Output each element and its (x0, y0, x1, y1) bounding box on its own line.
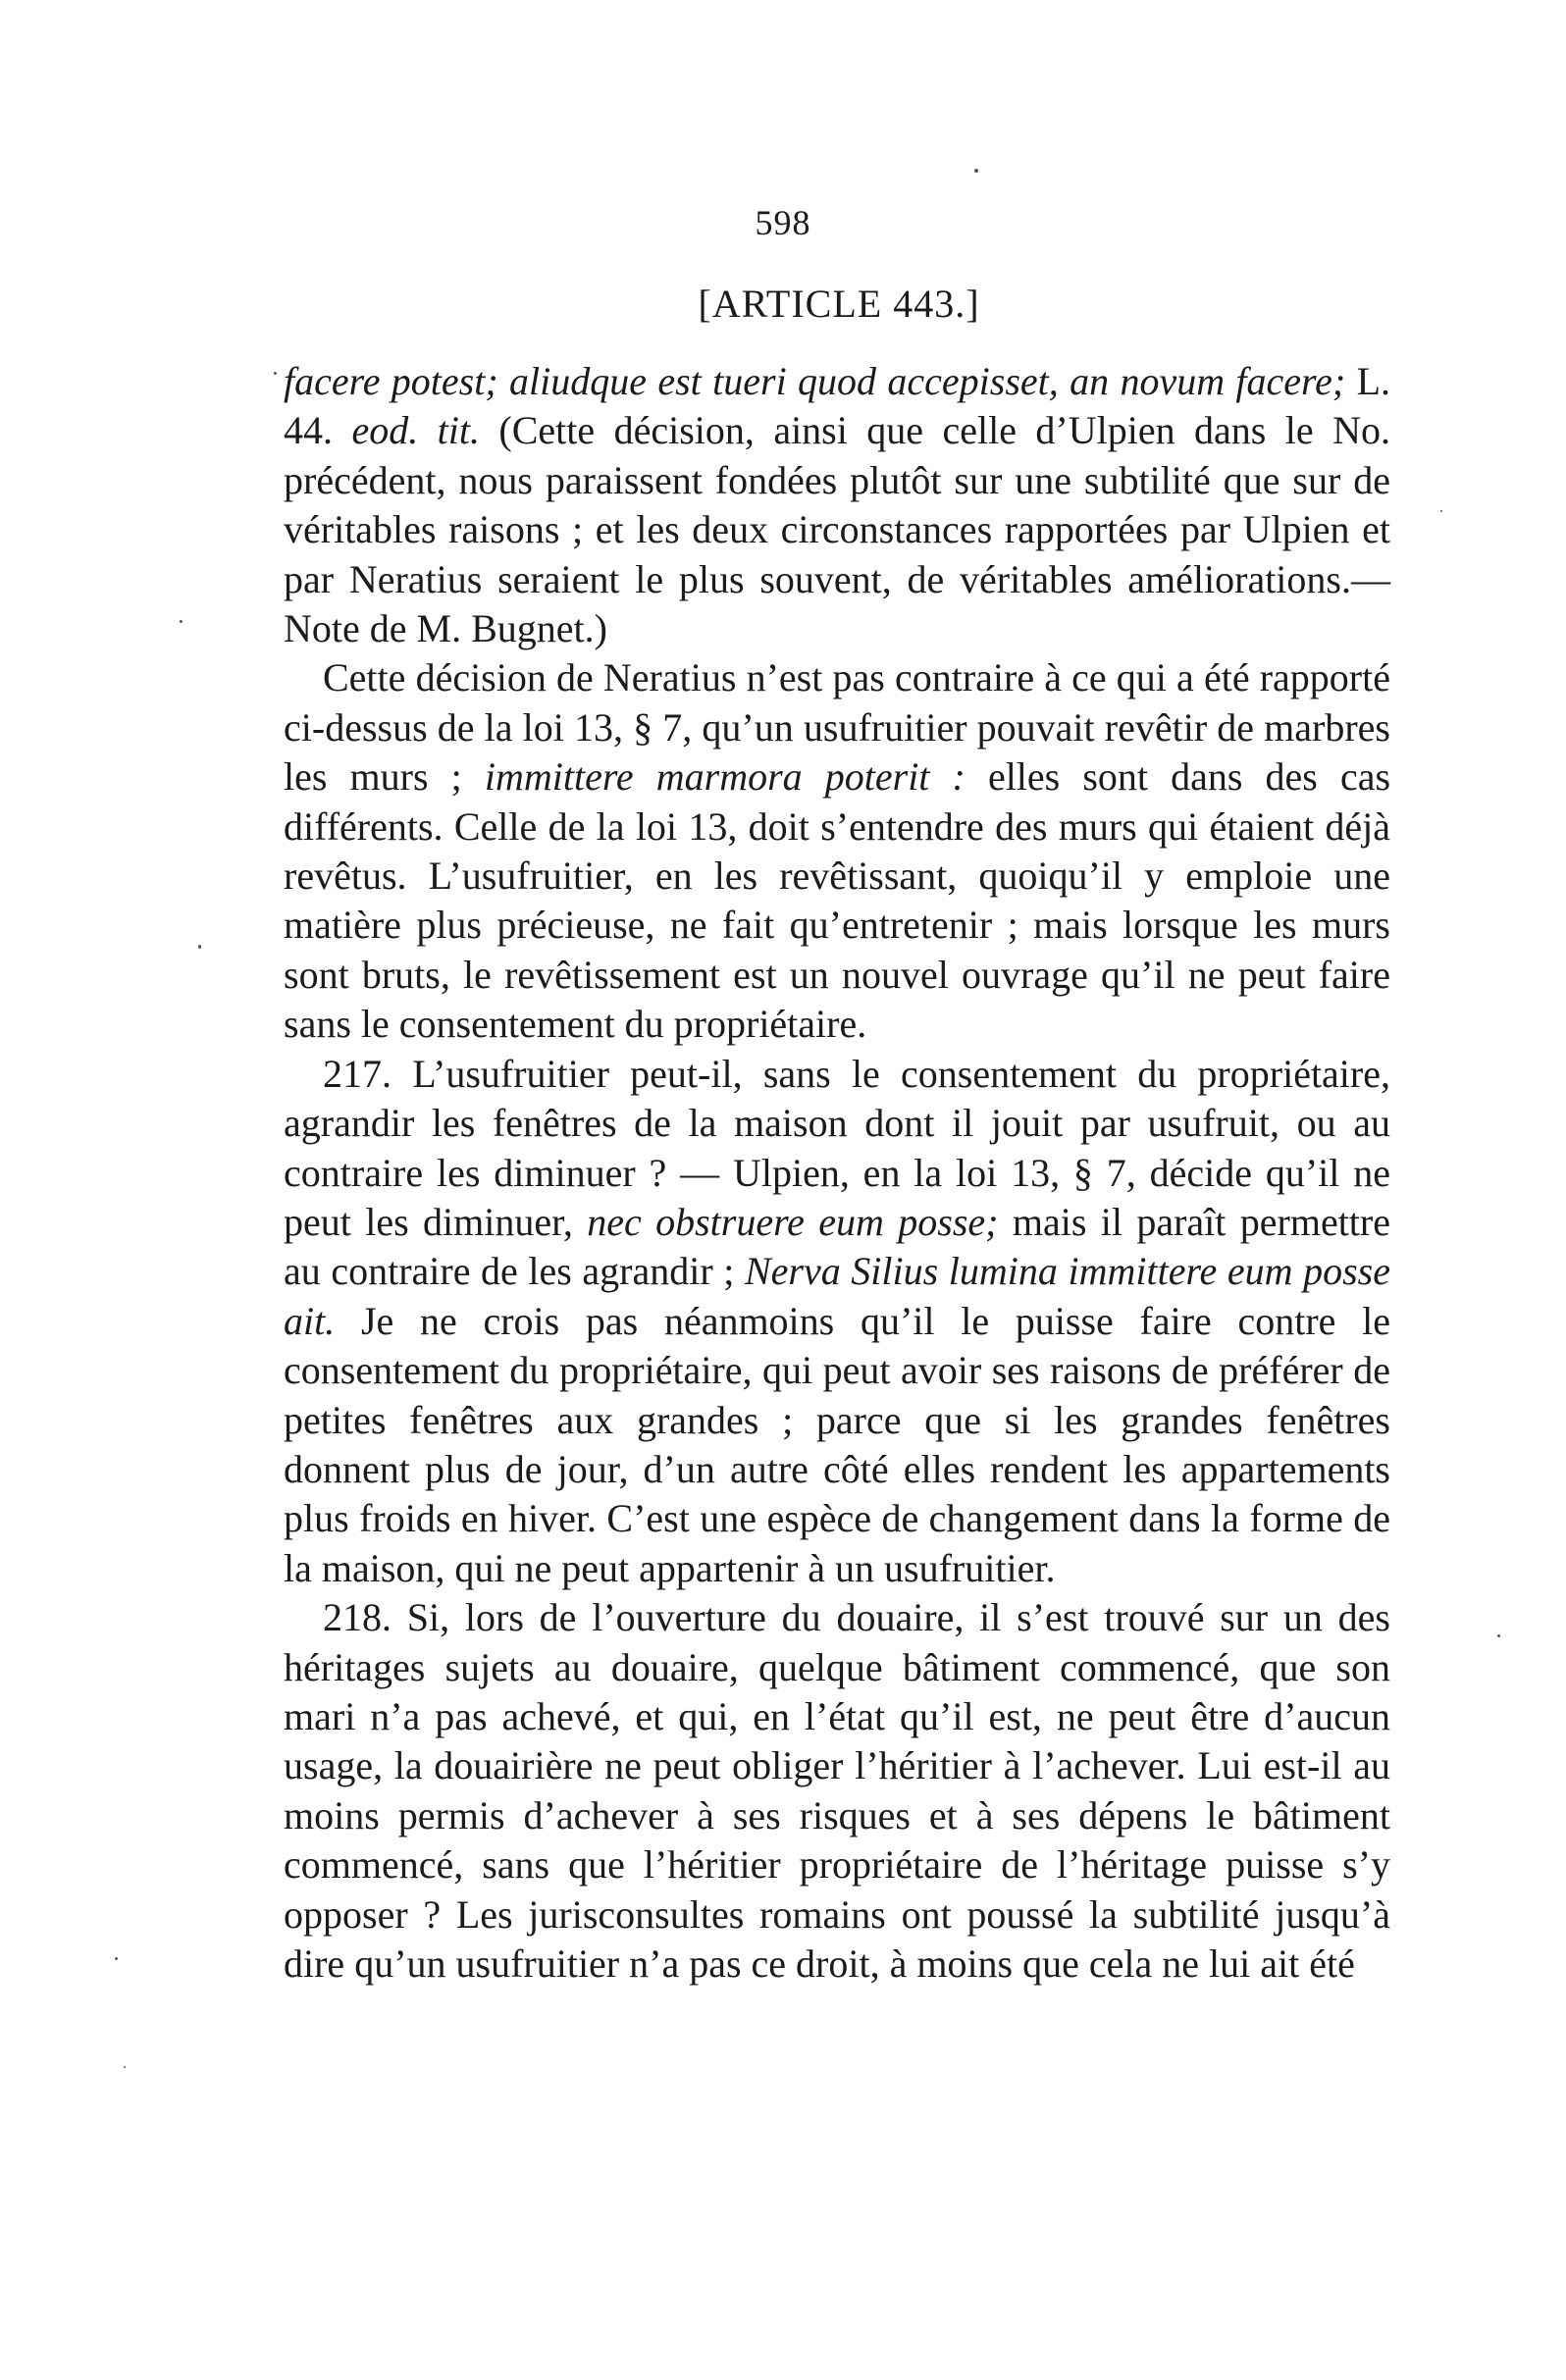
body-text (284, 357, 1390, 1989)
scan-speck (115, 1957, 118, 1960)
latin-quote: Nerva Silius lumina immittere eum posse ait. (284, 1249, 1390, 1343)
latin-quote: immittere marmora poterit : (484, 754, 966, 800)
text-run: elles sont dans des cas différents. Celle de la loi 13, doit s’entendre des murs qui étaient déjà revêtus. L’usufruitier, en les revêtissant, quoiqu’il y emploie une matière plus précieuse, ne fait qu’entretenir ; mais lorsque les murs sont bruts, le revêtissement est un nouvel ouvrage qu’il ne peut faire sans le consentement du propriétaire. (284, 754, 1391, 1047)
text-run: 217. L’usufruitier peut-il, sans le consentement du propriétaire, agrandir les fenêtres de la maison dont il jouit par usufruit, ou au contraire les diminuer ? — Ulpien, en la loi 13, § 7, décide qu’il ne peut les diminuer, (284, 1051, 1390, 1244)
paragraph (284, 1593, 1390, 1989)
paragraph (284, 357, 1390, 653)
scan-speck (198, 945, 201, 949)
text-run: Cette décision de Neratius n’est pas contraire à ce qui a été rapporté ci-dessus de la loi 13, § 7, qu’un usufruitier pouvait revêtir de marbres les murs ; (284, 655, 1390, 800)
text-run: mais il paraît permettre au contraire de les agrandir ; (284, 1199, 1390, 1294)
page-number: 598 (755, 203, 811, 242)
text-run: Je ne crois pas néanmoins qu’il le puisse faire contre le consentement du propriétaire, qui peut avoir ses raisons de préférer de petites fenêtres aux grandes ; parce que si les grandes fenêtres donnent plus de jour, d’un autre côté elles rendent les appartements plus froids en hiver. C’est une espèce de changement dans la forme de la maison, qui ne peut appartenir à un usufruitier. (284, 1298, 1390, 1590)
paragraph (284, 653, 1390, 1049)
paragraph (284, 1050, 1390, 1593)
latin-quote: facere potest; aliudque est tueri quod accepisset, an novum facere; (284, 359, 1346, 403)
latin-quote: nec obstruere eum posse; (587, 1199, 999, 1244)
scan-speck (1497, 1634, 1500, 1637)
scan-speck (1440, 510, 1442, 512)
text-run: L. 44. (284, 359, 1391, 453)
latin-citation: eod. tit. (351, 408, 480, 453)
scan-speck (124, 2066, 126, 2068)
scan-speck (274, 372, 277, 375)
scan-speck (974, 169, 978, 173)
text-run: 218. Si, lors de l’ouverture du douaire, il s’est trouvé sur un des héritages sujets au douaire, quelque bâtiment commencé, que son mari n’a pas achevé, et qui, en l’état qu’il est, ne peut être d’aucun usage, la douairière ne peut obliger l’héritier à l’achever. Lui est-il au moins permis d’achever à ses risques et à ses dépens le bâtiment commencé, sans que l’héritier propriétaire de l’héritage puisse s’y opposer ? Les jurisconsultes romains ont poussé la subtilité jusqu’à dire qu’un usufruitier n’a pas ce droit, à moins que cela ne lui ait été (284, 1595, 1390, 1986)
text-run: (Cette décision, ainsi que celle d’Ulpien dans le No. précédent, nous paraissent fondées plutôt sur une subtilité que sur de véritables raisons ; et les deux circonstances rapportées par Ulpien et par Neratius seraient le plus souvent, de véritables améliorations.—Note de M. Bugnet.) (284, 408, 1390, 651)
scan-speck (180, 620, 183, 623)
running-head: [ARTICLE 443.] (698, 282, 980, 326)
